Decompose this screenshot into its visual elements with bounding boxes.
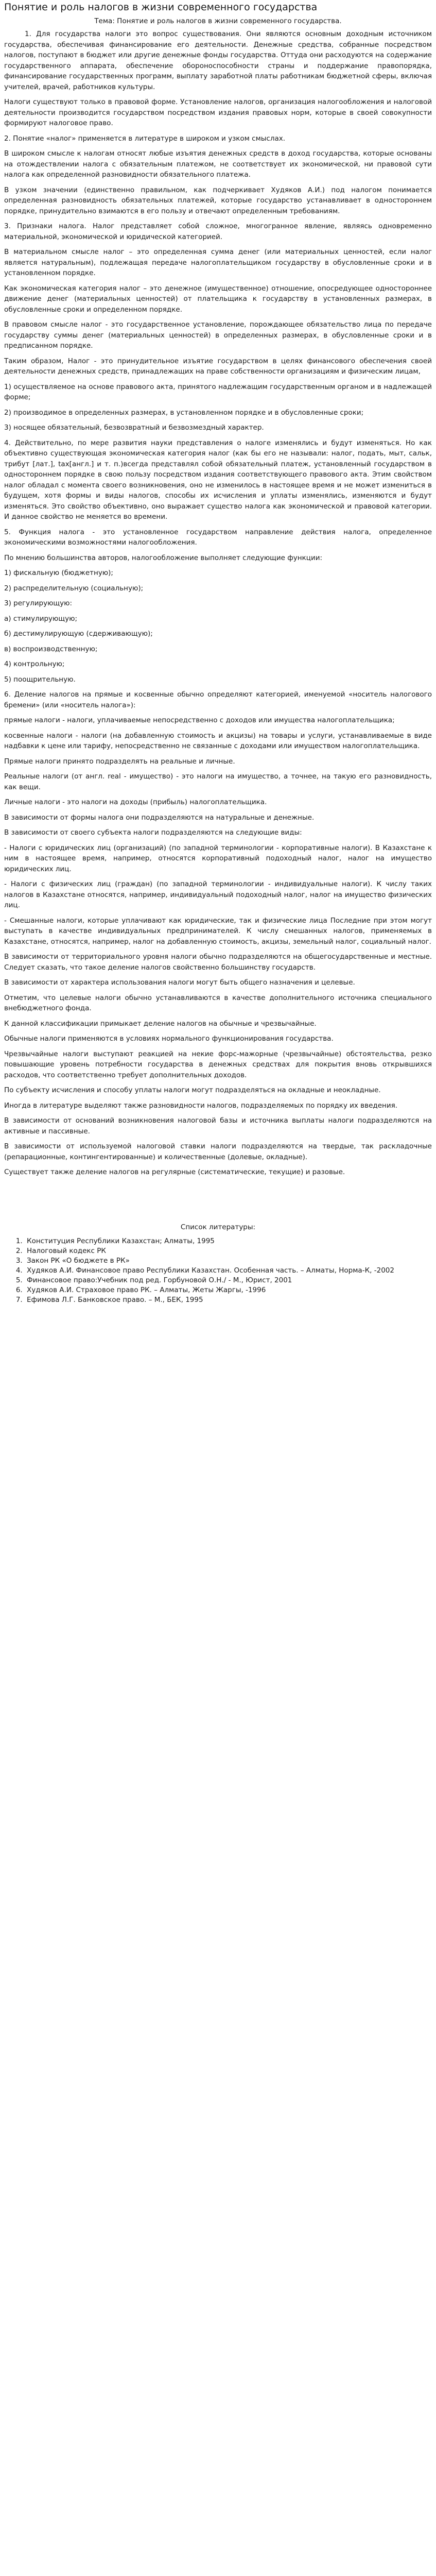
reference-item: 7. Ефимова Л.Г. Банковское право. – М., БЕК, 1995 bbox=[25, 1295, 432, 1305]
paragraph: 3) регулирующую: bbox=[4, 599, 73, 607]
paragraph: 2) распределительную (социальную); bbox=[4, 584, 144, 592]
paragraph: 2. Понятие «налог» применяется в литературе в широком и узком смыслах. bbox=[4, 134, 286, 143]
paragraph: Иногда в литературе выделяют также разновидности налогов, подразделяемых по порядку их введения. bbox=[4, 1101, 398, 1110]
paragraph: 5) поощрительную. bbox=[4, 675, 76, 684]
paragraph: По мнению большинства авторов, налогообложение выполняет следующие функции: bbox=[4, 553, 323, 562]
paragraph: - Налоги с физических лиц (граждан) (по западной терминологии - индивидуальные налоги). К числу таких налогов в Казахстане относятся, например, индивидуальный подоходный налог, налог на имущество физических лиц. bbox=[4, 880, 432, 909]
paragraph: В зависимости от оснований возникновения налоговой базы и источника выплаты налоги подразделяются на активные и пассивные. bbox=[4, 1116, 432, 1136]
paragraph: 5. Функция налога - это установленное государством направление действия налога, определенное экономическими возможностями налогообложения. bbox=[4, 528, 432, 547]
paragraph: - Налоги с юридических лиц (организаций) (по западной терминологии - корпоративные налоги). В Казахстане к ним в настоящее время, например, относятся корпоративный подоходный налог, налог на имущество юридических лиц. bbox=[4, 843, 432, 873]
paragraph: В широком смысле к налогам относят любые изъятия денежных средств в доход государства, которые основаны на отождествлении налога с обязательным платежом, не соответствует их экономической, ни правовой сути налога как определенной разновидности обязательного платежа. bbox=[4, 149, 432, 179]
references-list bbox=[4, 1236, 432, 1305]
paragraph: В материальном смысле налог – это определенная сумма денег (или материальных ценностей, если налог является натуральным), подлежащая передаче налогоплательщиком государству в обусловленные сроки и в установленном порядке. bbox=[4, 248, 432, 277]
paragraph: В зависимости от используемой налоговой ставки налоги подразделяются на твердые, так раскладочные (репарационные, контингентированные) и количественные (долевые, окладные). bbox=[4, 1142, 432, 1161]
paragraph: 4. Действительно, по мере развития науки представления о налоге изменялись и будут изменяться. Но как объективно существующая экономическая категория налог (как бы его не называли: налог, подать, мыт, сальк, трибут [лат.], tax[англ.] и т. п.)всегда представлял собой обязательный платеж, установленный государством в одностороннем порядке в свою пользу посредством издания соответствующего правового акта. Этим свойством налог обладал с момента своего возникновения, оно не изменилось в настоящее время и не может измениться в будущем, хотя формы и виды налогов, способы их исчисления и уплаты изменялись, изменяются и будут изменяться. Это свойство объективно, оно выражает существо налога как экономической и правовой категории. И данное свойство не меняется во времени. bbox=[4, 438, 432, 521]
paragraph: Существует также деление налогов на регулярные (систематические, текущие) и разовые. bbox=[4, 1168, 345, 1176]
paragraph: прямые налоги - налоги, уплачиваемые непосредственно с доходов или имущества налогоплательщика; bbox=[4, 716, 395, 724]
paragraph: Отметим, что целевые налоги обычно устанавливаются в качестве дополнительного источника специального внебюджетного фонда. bbox=[4, 993, 432, 1012]
paragraph: 4) контрольную; bbox=[4, 660, 65, 668]
paragraph: 2) производимое в определенных размерах, в установленном порядке и в обусловленные сроки; bbox=[4, 408, 364, 417]
reference-item: 1. Конституция Республики Казахстан; Алматы, 1995 bbox=[25, 1236, 432, 1246]
paragraph: Прямые налоги принято подразделять на реальные и личные. bbox=[4, 757, 235, 766]
paragraph: Чрезвычайные налоги выступают реакцией на некие форс-мажорные (чрезвычайные) обстоятельства, резко повышающие уровень потребности государства в денежных средствах для покрытия вновь открывшихся расходов, что соответственно требует дополнительных доходов. bbox=[4, 1049, 432, 1079]
paragraph: 3. Признаки налога. Налог представляет собой сложное, многогранное явление, являясь одновременно материальной, экономической и юридической категорией. bbox=[4, 222, 432, 241]
reference-item: 3. Закон РК «О бюджете в РК» bbox=[25, 1256, 432, 1266]
paragraph: - Смешанные налоги, которые уплачивают как юридические, так и физические лица Последние при этом могут выступать в качестве индивидуальных предпринимателей. К числу смешанных налогов, применяемых в Казахстане, относятся, например, налог на добавленную стоимость, акцизы, земельный налог, социальный налог. bbox=[4, 916, 432, 946]
paragraph: К данной классификации примыкает деление налогов на обычные и чрезвычайные. bbox=[4, 1019, 317, 1028]
paragraph: В зависимости от своего субъекта налоги подразделяются на следующие виды: bbox=[4, 828, 302, 837]
paragraph: в) воспроизводственную; bbox=[4, 645, 98, 653]
paragraph: Как экономическая категория налог – это денежное (имущественное) отношение, опосредующее одностороннее движение денег (материальных ценностей) от плательщика к государству в установленных размерах, в обусловленные сроки и определенном порядке. bbox=[4, 284, 432, 314]
paragraph: б) дестимулирующую (сдерживающую); bbox=[4, 630, 153, 638]
paragraph: В зависимости от характера использования налоги могут быть общего назначения и целевые. bbox=[4, 978, 355, 987]
paragraph: 6. Деление налогов на прямые и косвенные обычно определяют категорией, именуемой «носитель налогового бремени» (или «носитель налога»): bbox=[4, 690, 432, 709]
paragraph: В узком значении (единственно правильном, как подчеркивает Худяков А.И.) под налогом понимается определенная разновидность обязательных платежей, которые государство устанавливает в одностороннем порядке, принудительно взимаются в его пользу и отвечают определенным требованиям. bbox=[4, 185, 432, 215]
paragraph: Таким образом, Налог - это принудительное изъятие государством в целях финансового обеспечения своей деятельности денежных средств, принадлежащих на праве собственности организациям и физическим лицам, bbox=[4, 357, 432, 376]
paragraph: Реальные налоги (от англ. real - имущество) - это налоги на имущество, а точнее, на такую его разновидность, как вещи. bbox=[4, 772, 432, 791]
paragraph: Обычные налоги применяются в условиях нормального функционирования государства. bbox=[4, 1035, 334, 1043]
paragraph: а) стимулирующую; bbox=[4, 614, 78, 623]
body-text bbox=[4, 29, 432, 1178]
paragraph: 1) осуществляемое на основе правового акта, принятого надлежащим государственным органом и в надлежащей форме; bbox=[4, 382, 432, 401]
paragraph: Налоги существуют только в правовой форме. Установление налогов, организация налогообложения и налоговой деятельности производится государством посредством издания правовых норм, которые в своей совокупности формируют налоговое право. bbox=[4, 98, 432, 127]
paragraph: косвенные налоги - налоги (на добавленную стоимость и акцизы) на товары и услуги, устанавливаемые в виде надбавки к цене или тарифу, непосредственно не связанные с доходами или имуществом налогоплательщика. bbox=[4, 731, 432, 750]
paragraph: В зависимости от формы налога они подразделяются на натуральные и денежные. bbox=[4, 813, 315, 822]
references-title: Список литературы: bbox=[180, 1223, 256, 1231]
paragraph: 1) фискальную (бюджетную); bbox=[4, 569, 113, 577]
reference-item: 5. Финансовое право:Учебник под ред. Горбуновой О.Н./ - М., Юрист, 2001 bbox=[25, 1276, 432, 1285]
paragraph: 1. Для государства налоги это вопрос существования. Они являются основным доходным источником государства, обеспечивая финансирование его деятельности. Денежные средства, собранные посредством налогов, поступают в бюджет или другие денежные фонды государства. Оттуда они расходуются на содержание государственного аппарата, обеспечение обороноспособности страны и поддержание правопорядка, финансирование государственных программ, выплату заработной платы работникам бюджетной сферы, включая учителей, врачей, работников культуры. bbox=[4, 30, 432, 91]
paragraph: В зависимости от территориального уровня налоги обычно подразделяются на общегосударственные и местные. Следует сказать, что такое деление налогов свойственно большинству государств. bbox=[4, 953, 432, 972]
paragraph: Личные налоги - это налоги на доходы (прибыль) налогоплательщика. bbox=[4, 798, 267, 806]
reference-item: 6. Худяков А.И. Страховое право РК. – Алматы, Жеты Жаргы, -1996 bbox=[25, 1285, 432, 1295]
reference-item: 4. Худяков А.И. Финансовое право Республики Казахстан. Особенная часть. – Алматы, Норма-К, -2002 bbox=[25, 1266, 432, 1276]
paragraph: 3) носящее обязательный, безвозвратный и безвозмездный характер. bbox=[4, 423, 264, 432]
topic-line: Тема: Понятие и роль налогов в жизни современного государства. bbox=[94, 17, 342, 25]
paragraph: В правовом смысле налог - это государственное установление, порождающее обязательство лица по передаче государству суммы денег (материальных ценностей) в определенных размерах, в обусловленные сроки и в предписанном порядке. bbox=[4, 320, 432, 350]
reference-item: 2. Налоговый кодекс РК bbox=[25, 1246, 432, 1256]
page-title: Понятие и роль налогов в жизни современного государства bbox=[4, 2, 318, 13]
paragraph: По субъекту исчисления и способу уплаты налоги могут подразделяться на окладные и неокладные. bbox=[4, 1086, 381, 1094]
